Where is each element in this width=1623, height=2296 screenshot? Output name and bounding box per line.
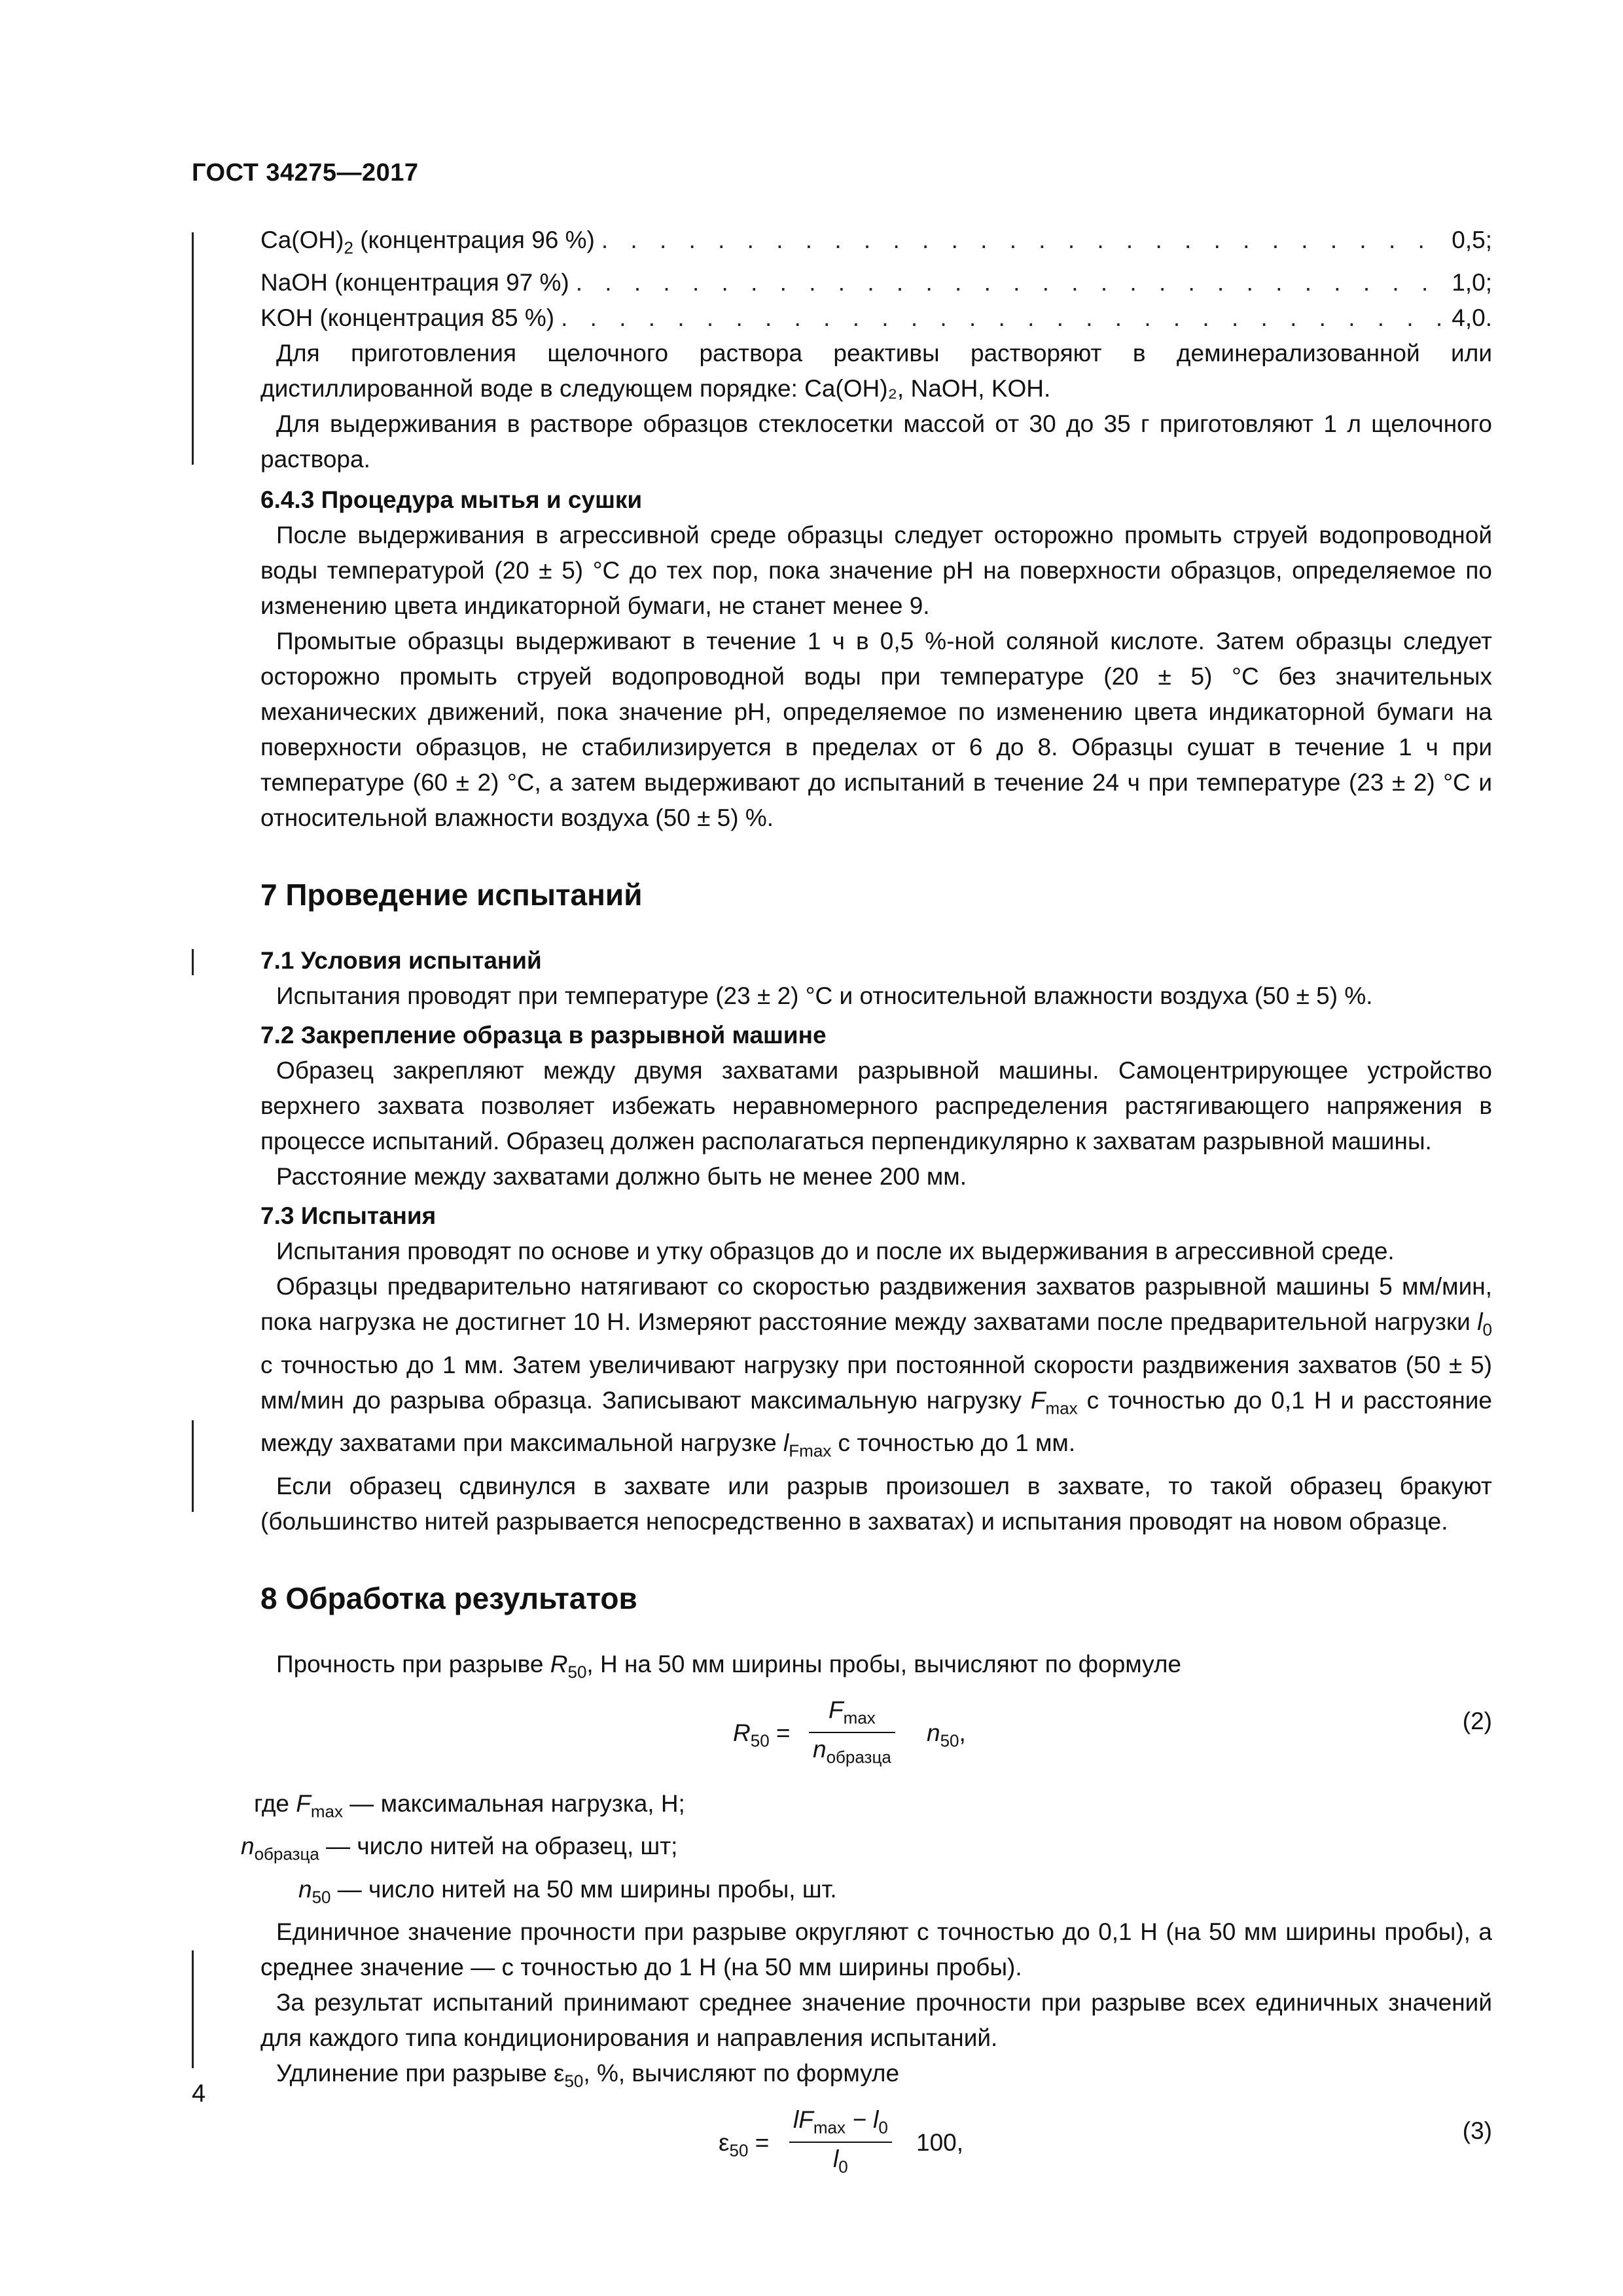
revision-bar bbox=[192, 232, 194, 465]
definition-item: $n_{50}$ — число нитей на 50 мм ширины пробы, шт. bbox=[298, 1875, 837, 1907]
formula-fraction: $F_{max}$ $n_{образца}$ bbox=[809, 1696, 895, 1774]
paragraph: Испытания проводят при температуре (23 ± 2) °С и относительной влажности воздуха (50 ± 5) %. bbox=[276, 982, 1373, 1010]
paragraph: Расстояние между захватами должно быть не менее 200 мм. bbox=[276, 1163, 967, 1191]
revision-bar bbox=[192, 1420, 194, 1512]
leader-dots bbox=[576, 265, 1446, 300]
reagent-line bbox=[260, 265, 1492, 300]
paragraph: Единичное значение прочности при разрыве округляют с точностью до 0,1 Н (на 50 мм ширины пробы), а среднее значение — с точностью до 1 Н (на 50 мм ширины пробы). bbox=[260, 1918, 1492, 1981]
formula-rhs: $n_{50}$, bbox=[927, 1719, 966, 1751]
formula-tail: 100, bbox=[916, 2128, 964, 2156]
paragraph: Удлинение при разрыве $\varepsilon_{50}$, %, вычисляют по формуле bbox=[276, 2060, 900, 2091]
paragraph: Если образец сдвинулся в захвате или разрыв произошел в захвате, то такой образец бракуют (большинство нитей разрывается непосредственно в захватах) и испытания проводят на новом образце. bbox=[260, 1472, 1492, 1535]
definitions-list bbox=[241, 1786, 1492, 1914]
paragraph: Прочность при разрыве $R_{50}$, Н на 50 мм ширины пробы, вычисляют по формуле bbox=[276, 1650, 1181, 1681]
formula-2 bbox=[260, 1696, 1492, 1774]
paragraph: Промытые образцы выдерживают в течение 1 ч в 0,5 %-ной соляной кислоте. Затем образцы следует осторожно промыть струей водопроводной воды при температуре (20 ± 5) °С без значительных механических движений, пока значение pH, определяемое по изменению цвета индикаторной бумаги на поверхности образцов, не стабилизируется в пределах от 6 до 8. Образцы сушат в течение 1 ч при температуре (60 ± 2) °С, а затем выдерживают до испытаний в течение 24 ч при температуре (23 ± 2) °С и относительной влажности воздуха (50 ± 5) %. bbox=[260, 628, 1492, 832]
subsection-heading: 7.2 Закрепление образца в разрывной машине bbox=[260, 1022, 827, 1049]
leader-dots bbox=[561, 300, 1445, 336]
paragraph: Образец закрепляют между двумя захватами разрывной машины. Самоцентрирующее устройство верхнего захвата позволяет избежать неравномерного распределения растягивающего напряжения в процессе испытаний. Образец должен располагаться перпендикулярно к захватам разрывной машины. bbox=[260, 1057, 1492, 1155]
definition-item: $n_{образца}$ — число нитей на образец, шт; bbox=[241, 1833, 678, 1864]
formula-3 bbox=[260, 2106, 1492, 2184]
subsection-heading: 7.1 Условия испытаний bbox=[260, 947, 542, 975]
paragraph: Испытания проводят по основе и утку образцов до и после их выдерживания в агрессивной среде. bbox=[276, 1238, 1395, 1265]
equation-number: (2) bbox=[1462, 1707, 1492, 1734]
equation-number: (3) bbox=[1462, 2117, 1492, 2144]
revision-bar bbox=[192, 1950, 194, 2068]
reagent-label: KOH (концентрация 85 %) bbox=[260, 304, 555, 332]
page-number: 4 bbox=[192, 2080, 206, 2108]
reagent-value: 1,0; bbox=[1452, 269, 1492, 296]
paragraph: После выдерживания в агрессивной среде образцы следует осторожно промыть струей водопроводной воды температурой (20 ± 5) °С до тех пор, пока значение pH на поверхности образцов, определяемое по изменению цвета индикаторной бумаги, не станет менее 9. bbox=[260, 522, 1492, 620]
paragraph: Для приготовления щелочного раствора реактивы растворяют в деминерализованной или дистиллированной воде в следующем порядке: Ca(OH)₂, NaOH, KOH. bbox=[260, 340, 1492, 403]
section-heading: 7 Проведение испытаний bbox=[260, 878, 643, 912]
revision-bar bbox=[192, 949, 194, 975]
document-body bbox=[241, 223, 1493, 2196]
reagent-line bbox=[260, 223, 1492, 265]
subsection-heading: 6.4.3 Процедура мытья и сушки bbox=[260, 486, 643, 514]
reagent-line bbox=[260, 300, 1492, 336]
reagent-value: 4,0. bbox=[1452, 304, 1492, 332]
paragraph: За результат испытаний принимают среднее значение прочности при разрыве всех единичных значений для каждого типа кондиционирования и направления испытаний. bbox=[260, 1989, 1492, 2052]
leader-dots bbox=[601, 223, 1445, 258]
paragraph: Образцы предварительно натягивают со скоростью раздвижения захватов разрывной машины 5 мм/мин, пока нагрузка не достигнет 10 Н. Измеряют расстояние между захватами после предварительной нагрузки $l_0$ с точностью до 1 мм. Затем увеличивают нагрузку при постоянной скорости раздвижения захватов (50 ± 5) мм/мин до разрыва образца. Записывают максимальную нагрузку $F_{max}$ с точностью до 0,1 Н и расстояние между захватами при максимальной нагрузке $l_{Fmax}$ с точностью до 1 мм. bbox=[260, 1273, 1493, 1461]
document-header: ГОСТ 34275—2017 bbox=[192, 159, 419, 187]
reagent-label: NaOH (концентрация 97 %) bbox=[260, 269, 569, 296]
paragraph: Для выдерживания в растворе образцов стеклосетки массой от 30 до 35 г приготовляют 1 л щелочного раствора. bbox=[260, 410, 1492, 473]
definition-item: где $F_{max}$ — максимальная нагрузка, Н; bbox=[254, 1789, 685, 1821]
formula-lhs: $\varepsilon_{50}$ = bbox=[719, 2128, 770, 2160]
section-heading: 8 Обработка результатов bbox=[260, 1581, 637, 1615]
formula-lhs: $R_{50}$ = bbox=[733, 1719, 791, 1751]
reagent-value: 0,5; bbox=[1452, 226, 1492, 253]
formula-fraction: $lF_{max} - l_0$ $l_0$ bbox=[789, 2106, 892, 2183]
reagent-label: $Ca(OH)_2$ (концентрация 96 %) bbox=[260, 226, 595, 258]
subsection-heading: 7.3 Испытания bbox=[260, 1202, 437, 1230]
